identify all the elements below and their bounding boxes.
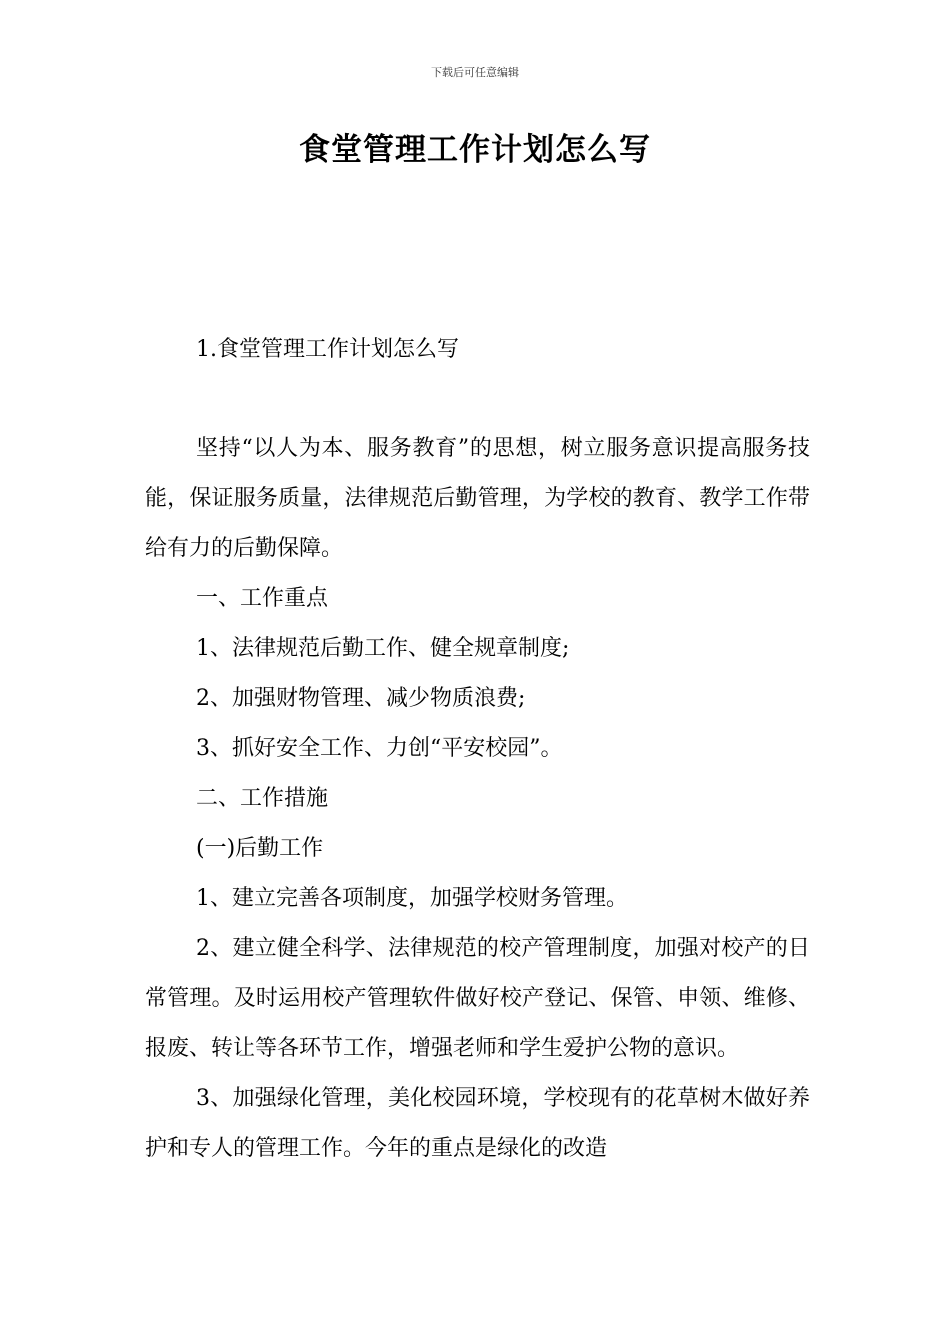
paragraph-focus-item-3: 3、抓好安全工作、力创“平安校园”。 — [196, 736, 563, 761]
paragraph-subheading-logistics: (一)后勤工作 — [196, 836, 324, 861]
paragraph-heading-work-focus: 一、工作重点 — [196, 586, 329, 611]
paragraph-measure-item-2: 2、建立健全科学、法律规范的校产管理制度，加强对校产的日常管理。及时运用校产管理软件做好校产登记、保管、申领、维修、报废、转让等各环节工作，增强老师和学生爱护公物的意识。 — [145, 936, 810, 1061]
paragraph-measure-item-3: 3、加强绿化管理，美化校园环境，学校现有的花草树木做好养护和专人的管理工作。今年的重点是绿化的改造 — [145, 1086, 810, 1161]
paragraph-intro: 坚持“以人为本、服务教育”的思想，树立服务意识提高服务技能，保证服务质量，法律规范后勤管理，为学校的教育、教学工作带给有力的后勤保障。 — [145, 436, 810, 561]
document-title: 食堂管理工作计划怎么写 — [299, 132, 651, 168]
header-note: 下载后可任意编辑 — [431, 66, 519, 79]
section-heading: 1.食堂管理工作计划怎么写 — [196, 337, 459, 362]
body-text — [145, 424, 810, 1174]
paragraph-focus-item-2: 2、加强财物管理、减少物质浪费; — [196, 686, 526, 711]
paragraph-focus-item-1: 1、法律规范后勤工作、健全规章制度; — [196, 636, 570, 661]
paragraph-measure-item-1: 1、建立完善各项制度，加强学校财务管理。 — [196, 886, 628, 911]
paragraph-heading-work-measures: 二、工作措施 — [196, 786, 329, 811]
